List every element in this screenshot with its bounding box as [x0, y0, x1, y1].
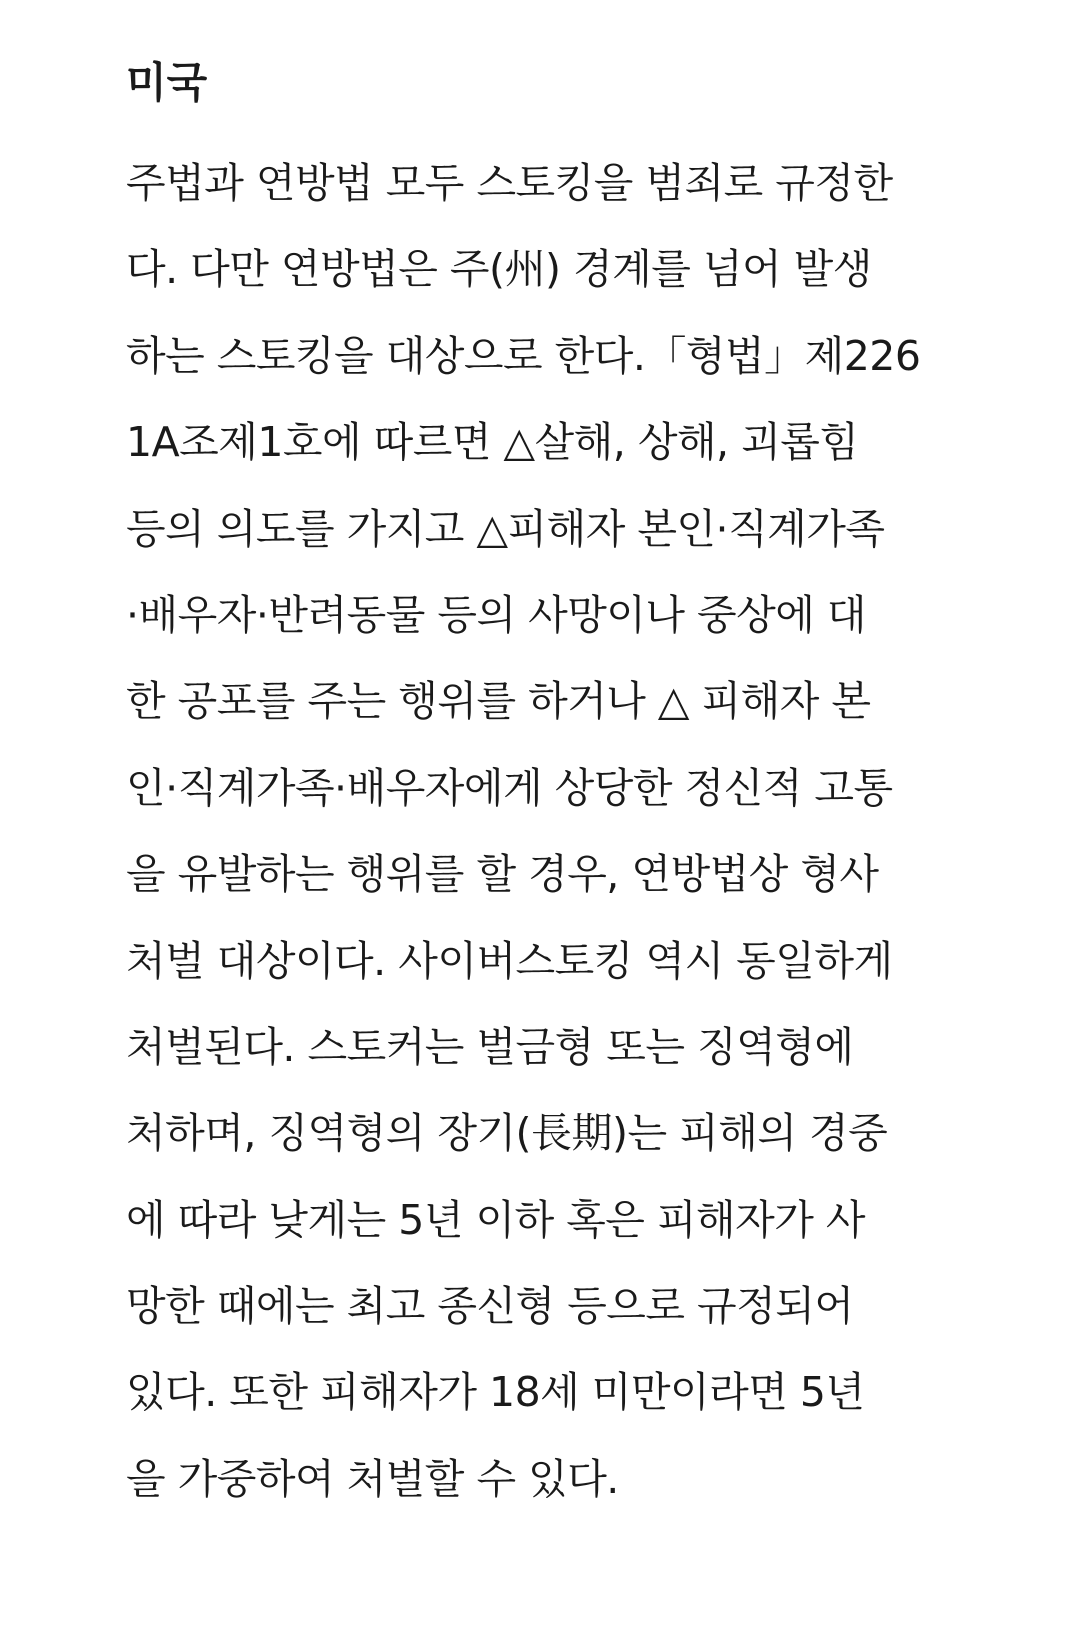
- body-line: 처벌 대상이다. 사이버스토킹 역시 동일하게: [126, 936, 893, 985]
- body-line: 망한 때에는 최고 종신형 등으로 규정되어: [126, 1282, 854, 1331]
- body-line: 하는 스토킹을 대상으로 한다.「형법」제226: [126, 331, 921, 380]
- body-line: 에 따라 낮게는 5년 이하 혹은 피해자가 사: [126, 1195, 866, 1244]
- body-line: 주법과 연방법 모두 스토킹을 범죄로 규정한: [126, 159, 893, 207]
- section-heading: 미국: [126, 58, 208, 107]
- article: [126, 48, 956, 1522]
- body-line: 처벌된다. 스토커는 벌금형 또는 징역형에: [126, 1022, 854, 1071]
- body-line: 있다. 또한 피해자가 18세 미만이라면 5년: [126, 1368, 865, 1417]
- article-body: [126, 140, 956, 1522]
- body-line: 처하며, 징역형의 장기(長期)는 피해의 경중: [126, 1109, 888, 1158]
- body-line: 인·직계가족·배우자에게 상당한 정신적 고통: [126, 763, 893, 812]
- body-line: 등의 의도를 가지고 △피해자 본인·직계가족: [126, 504, 885, 553]
- body-line: ·배우자·반려동물 등의 사망이나 중상에 대: [126, 590, 866, 639]
- body-line: 을 유발하는 행위를 할 경우, 연방법상 형사: [126, 850, 879, 899]
- body-line: 한 공포를 주는 행위를 하거나 △ 피해자 본: [126, 677, 871, 726]
- body-line: 1A조제1호에 따르면 △살해, 상해, 괴롭힘: [126, 418, 859, 467]
- body-line: 다. 다만 연방법은 주(州) 경계를 넘어 발생: [126, 245, 872, 294]
- body-line: 을 가중하여 처벌할 수 있다.: [126, 1454, 619, 1503]
